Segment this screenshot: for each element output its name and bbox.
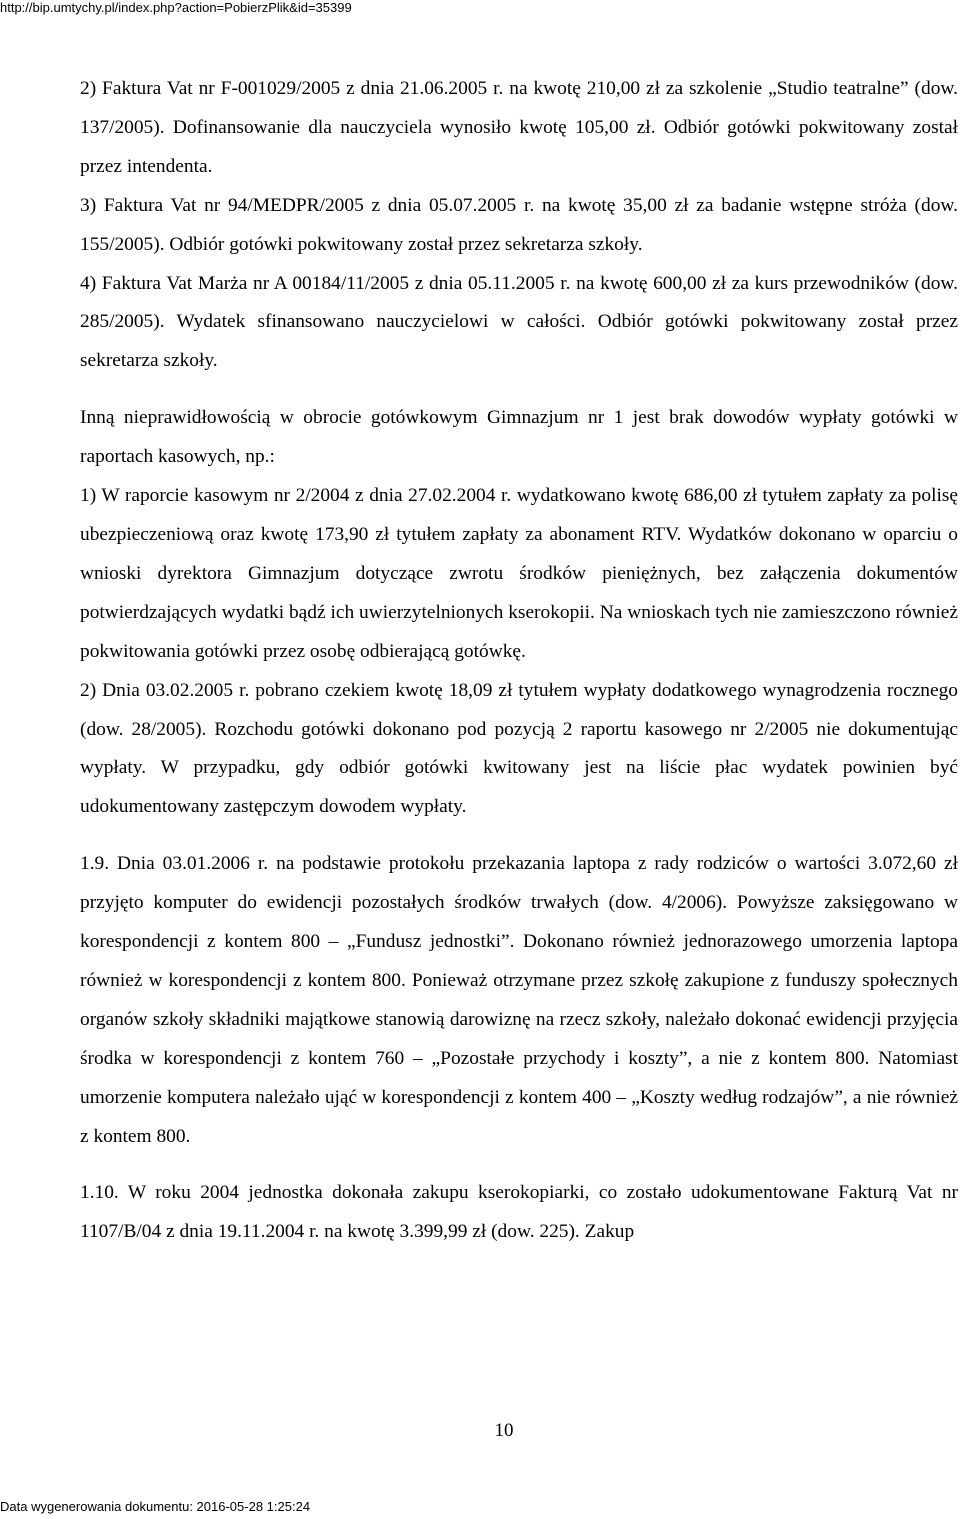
- paragraph-invoice-3: 3) Faktura Vat nr 94/MEDPR/2005 z dnia 05.07.2005 r. na kwotę 35,00 zł za badanie wstępne stróża (dow. 155/2005). Odbiór gotówki pokwitowany został przez sekretarza szkoły.: [80, 194, 958, 255]
- page-number: 10: [494, 1420, 514, 1441]
- paragraph-invoice-4: 4) Faktura Vat Marża nr A 00184/11/2005 z dnia 05.11.2005 r. na kwotę 600,00 zł za kurs przewodników (dow. 285/2005). Wydatek sfinansowano nauczycielowi w całości. Odbiór gotówki pokwitowany został przez sekretarza szkoły.: [80, 272, 958, 372]
- paragraph-section-1-9: 1.9. Dnia 03.01.2006 r. na podstawie protokołu przekazania laptopa z rady rodziców o wartości 3.072,60 zł przyjęto komputer do ewidencji pozostałych środków trwałych (dow. 4/2006). Powyższe zaksięgowano w korespondencji z kontem 800 – „Fundusz jednostki”. Dokonano również jednorazowego umorzenia laptopa również w korespondencji z kontem 800. Ponieważ otrzymane przez szkołę zakupione z funduszy społecznych organów szkoły składniki majątkowe stanowią darowiznę na rzecz szkoły, należało dokonać ewidencji przyjęcia środka w korespondencji z kontem 760 – „Pozostałe przychody i koszty”, a nie z kontem 800. Natomiast umorzenie komputera należało ująć w korespondencji z kontem 400 – „Koszty według rodzajów”, a nie również z kontem 800.: [80, 853, 958, 1147]
- paragraph-cash-report-1: 1) W raporcie kasowym nr 2/2004 z dnia 27.02.2004 r. wydatkowano kwotę 686,00 zł tytułem zapłaty za polisę ubezpieczeniową oraz kwotę 173,90 zł tytułem zapłaty za abonament RTV. Wydatków dokonano w oparciu o wnioski dyrektora Gimnazjum dotyczące zwrotu środków pieniężnych, bez załączenia dokumentów potwierdzających wydatki bądź ich uwierzytelnionych kserokopii. Na wnioskach tych nie zamieszczono również pokwitowania gotówki przez osobę odbierającą gotówkę.: [80, 485, 958, 662]
- source-url: http://bip.umtychy.pl/index.php?action=PobierzPlik&id=35399: [0, 0, 352, 15]
- document-body: [80, 70, 958, 1252]
- paragraph-irregularity-intro: Inną nieprawidłowością w obrocie gotówkowym Gimnazjum nr 1 jest brak dowodów wypłaty gotówki w raportach kasowych, np.:: [80, 407, 958, 468]
- paragraph-invoice-2: 2) Faktura Vat nr F-001029/2005 z dnia 21.06.2005 r. na kwotę 210,00 zł za szkolenie „Studio teatralne” (dow. 137/2005). Dofinansowanie dla nauczyciela wynosiło kwotę 105,00 zł. Odbiór gotówki pokwitowany został przez intendenta.: [80, 78, 958, 177]
- paragraph-cash-report-2: 2) Dnia 03.02.2005 r. pobrano czekiem kwotę 18,09 zł tytułem wypłaty dodatkowego wynagrodzenia rocznego (dow. 28/2005). Rozchodu gotówki dokonano pod pozycją 2 raportu kasowego nr 2/2005 nie dokumentując wypłaty. W przypadku, gdy odbiór gotówki kwitowany jest na liście płac wydatek powinien być udokumentowany zastępczym dowodem wypłaty.: [80, 679, 958, 818]
- generation-date-footer: Data wygenerowania dokumentu: 2016-05-28 1:25:24: [0, 1499, 311, 1514]
- paragraph-section-1-10: 1.10. W roku 2004 jednostka dokonała zakupu kserokopiarki, co zostało udokumentowane Fakturą Vat nr 1107/B/04 z dnia 19.11.2004 r. na kwotę 3.399,99 zł (dow. 225). Zakup: [80, 1182, 958, 1243]
